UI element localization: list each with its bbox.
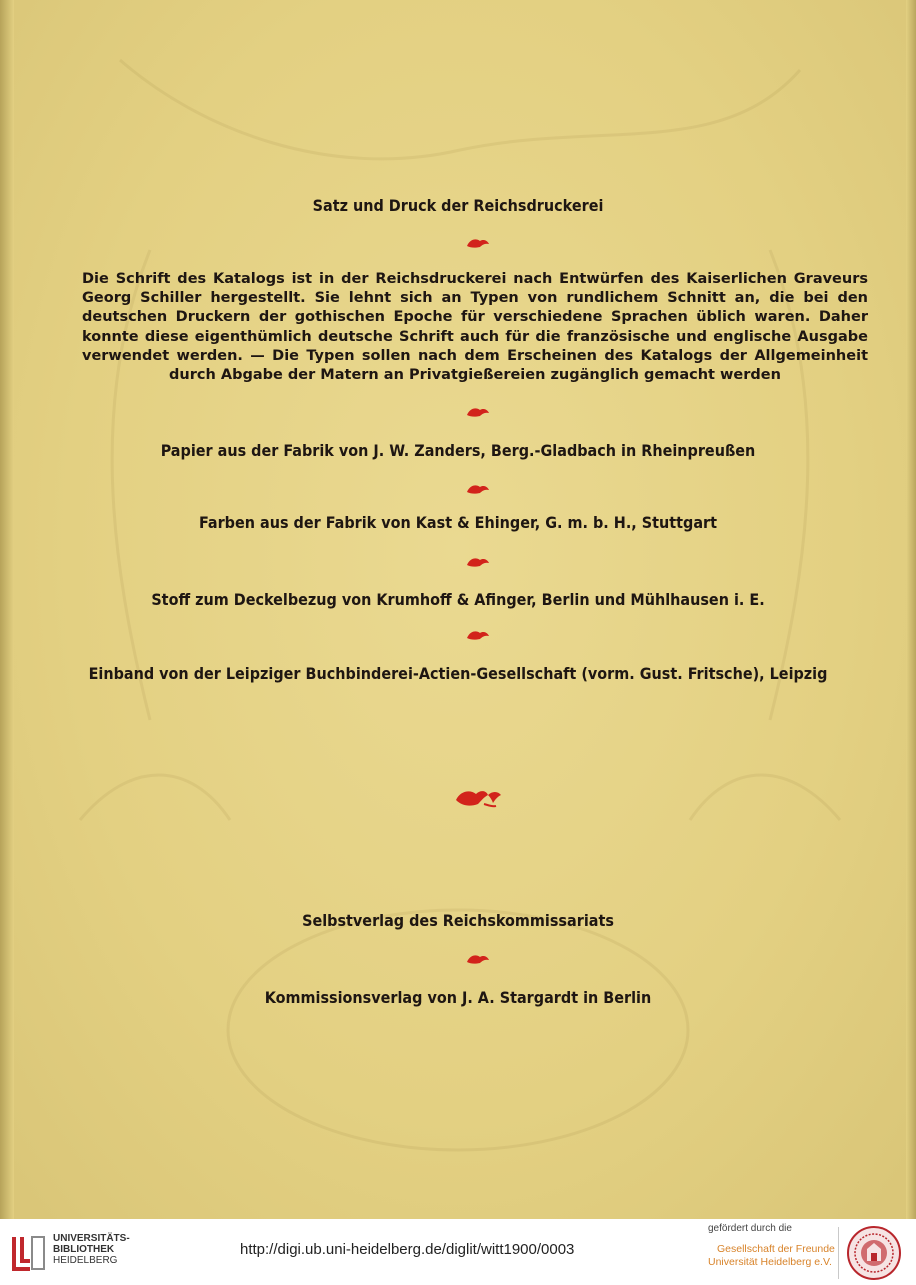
- library-logo-icon: [10, 1233, 48, 1273]
- typeface-paragraph: Die Schrift des Katalogs ist in der Reichsdruckerei nach Entwürfen des Kaiserlichen Graveurs Georg Schiller hergestellt. Sie lehnt sich an Typen von rundlichem Schnitt an, die bei den deutschen Druckern der gothischen Epoche für verschiedene Sprachen üblich waren. Daher konnte diese eigenthümlich deutsche Schrift auch für die französische und englische Ausgabe verwendet werden. — Die Typen sollen nach dem Erscheinen des Katalogs der Allgemeinheit durch Abgabe der Matern an Privatgießereien zugänglich gemacht werden: [82, 271, 868, 384]
- fabric-credit: Stoff zum Deckelbezug von Krumhoff & Afinger, Berlin und Mühlhausen i. E.: [151, 590, 765, 609]
- permalink-url[interactable]: http://digi.ub.uni-heidelberg.de/diglit/witt1900/0003: [240, 1241, 575, 1258]
- leaf-ornament-icon: [466, 629, 490, 641]
- binding-credit: Einband von der Leipziger Buchbinderei-Actien-Gesellschaft (vorm. Gust. Fritsche), Leipzig: [88, 664, 828, 683]
- leaf-ornament-icon: [466, 483, 490, 495]
- digital-library-footer: [0, 1219, 916, 1285]
- leaf-ornament-icon: [466, 237, 490, 249]
- society-name-line-1: Gesellschaft der Freunde: [717, 1243, 835, 1255]
- footer-divider: [838, 1227, 839, 1279]
- leaf-ornament-icon: [466, 556, 490, 568]
- library-name-line-1: UNIVERSITÄTS-: [53, 1233, 130, 1244]
- flower-ornament-icon: [454, 785, 502, 809]
- publisher-line: Selbstverlag des Reichskommissariats: [302, 911, 614, 930]
- university-seal-icon: [846, 1225, 902, 1281]
- society-name-line-2: Universität Heidelberg e.V.: [708, 1256, 832, 1268]
- leaf-ornament-icon: [466, 406, 490, 418]
- library-name: [53, 1233, 130, 1266]
- library-name-line-2: BIBLIOTHEK: [53, 1244, 115, 1255]
- ink-credit: Farben aus der Fabrik von Kast & Ehinger, G. m. b. H., Stuttgart: [198, 513, 718, 532]
- sponsor-label: gefördert durch die: [708, 1223, 792, 1234]
- paper-credit: Papier aus der Fabrik von J. W. Zanders, Berg.-Gladbach in Rheinpreußen: [160, 441, 756, 460]
- leaf-ornament-icon: [466, 953, 490, 965]
- commission-line: Kommissionsverlag von J. A. Stargardt in Berlin: [264, 988, 652, 1007]
- library-name-line-3: HEIDELBERG: [53, 1255, 118, 1266]
- printing-credit: Satz und Druck der Reichsdruckerei: [312, 196, 604, 215]
